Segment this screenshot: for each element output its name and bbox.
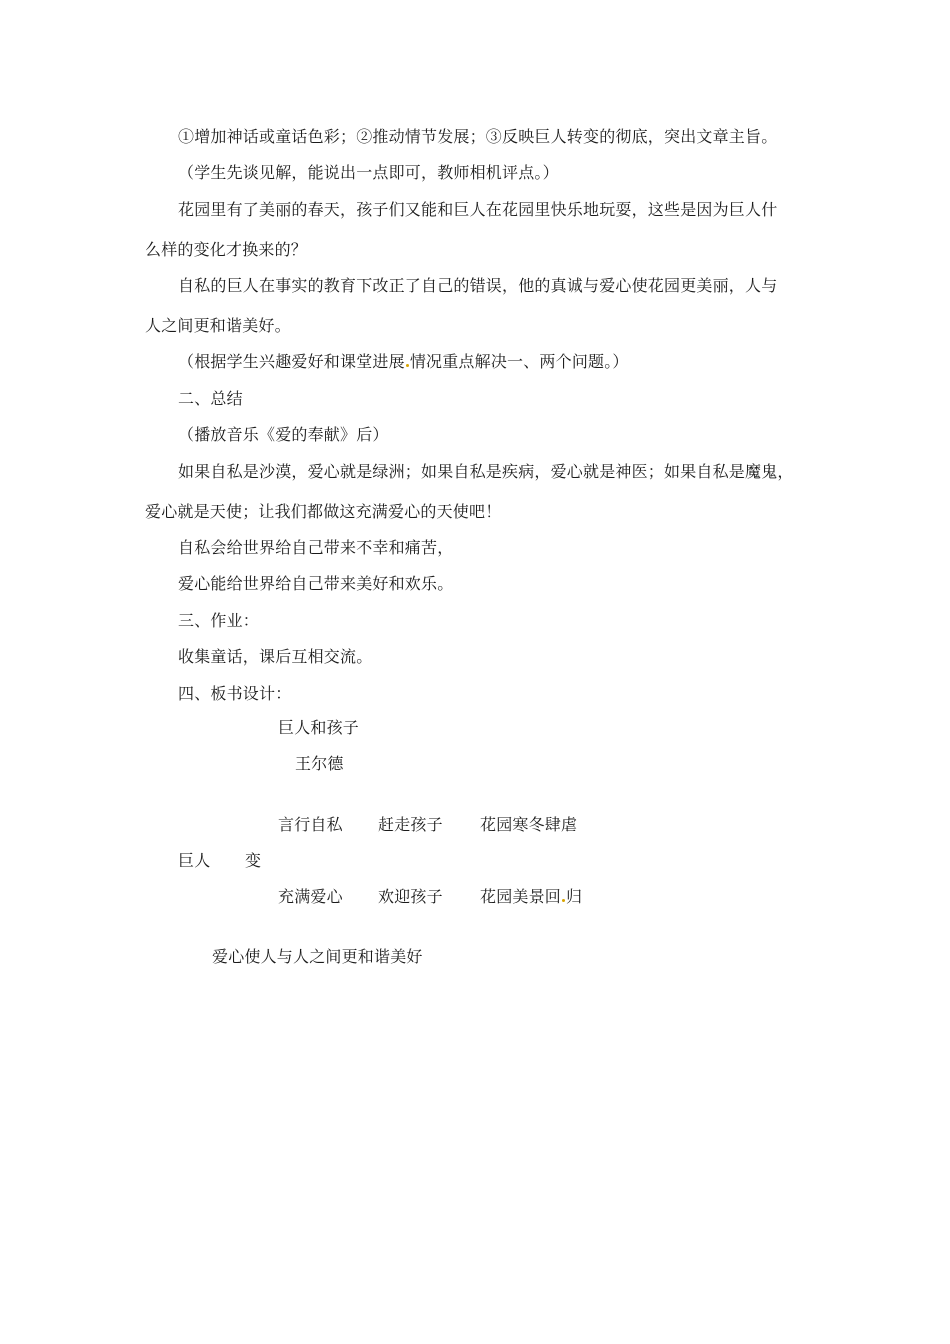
paragraph-metaphor-line2: 爱心就是天使；让我们都做这充满爱心的天使吧！ (145, 502, 502, 521)
paragraph-metaphor-line1: 如果自私是沙漠，爱心就是绿洲；如果自私是疾病，爱心就是神医；如果自私是魔鬼， (178, 462, 794, 481)
board-row2-col2: 欢迎孩子 (378, 887, 443, 906)
teaching-note-part1: （根据学生兴趣爱好和课堂进展 (178, 352, 405, 371)
section-heading-homework: 三、作业： (178, 611, 260, 630)
board-row1-col1: 言行自私 (278, 815, 343, 834)
paragraph-music: （播放音乐《爱的奉献》后） (178, 425, 389, 444)
paragraph-question-line1: 花园里有了美丽的春天，孩子们又能和巨人在花园里快乐地玩耍，这些是因为巨人什 (178, 200, 778, 219)
board-mid-label: 变 (245, 851, 262, 870)
paragraph-question-line2: 么样的变化才换来的？ (145, 240, 308, 259)
board-row2-col3-part1: 花园美景回 (480, 887, 562, 906)
paragraph-answer-line1: 自私的巨人在事实的教育下改正了自己的错误，他的真诚与爱心使花园更美丽，人与 (178, 276, 778, 295)
board-summary: 爱心使人与人之间更和谐美好 (212, 947, 423, 966)
mark-dot (562, 899, 565, 902)
paragraph-teaching-note (178, 352, 629, 372)
paragraph-homework: 收集童话，课后互相交流。 (178, 647, 373, 666)
board-row1-col3: 花园寒冬肆虐 (480, 815, 578, 834)
paragraph-answer-line2: 人之间更和谐美好。 (145, 316, 291, 335)
paragraph-roles: ①增加神话或童话色彩；②推动情节发展；③反映巨人转变的彻底，突出文章主旨。 (178, 127, 778, 146)
section-heading-summary: 二、总结 (178, 389, 243, 408)
paragraph-love: 爱心能给世界给自己带来美好和欢乐。 (178, 574, 454, 593)
board-title: 巨人和孩子 (278, 718, 360, 737)
section-heading-board: 四、板书设计： (178, 684, 292, 703)
board-row2-col3 (480, 887, 582, 907)
mark-dot (406, 364, 409, 367)
board-author: 王尔德 (295, 754, 344, 773)
board-row2-col1: 充满爱心 (278, 887, 343, 906)
board-row1-col2: 赶走孩子 (378, 815, 443, 834)
paragraph-selfishness: 自私会给世界给自己带来不幸和痛苦， (178, 538, 454, 557)
board-left-label: 巨人 (178, 851, 211, 870)
board-row2-col3-part2: 归 (566, 887, 583, 906)
paragraph-student-views: （学生先谈见解，能说出一点即可，教师相机评点。） (178, 163, 559, 182)
teaching-note-part2: 情况重点解决一、两个问题。） (409, 352, 629, 371)
